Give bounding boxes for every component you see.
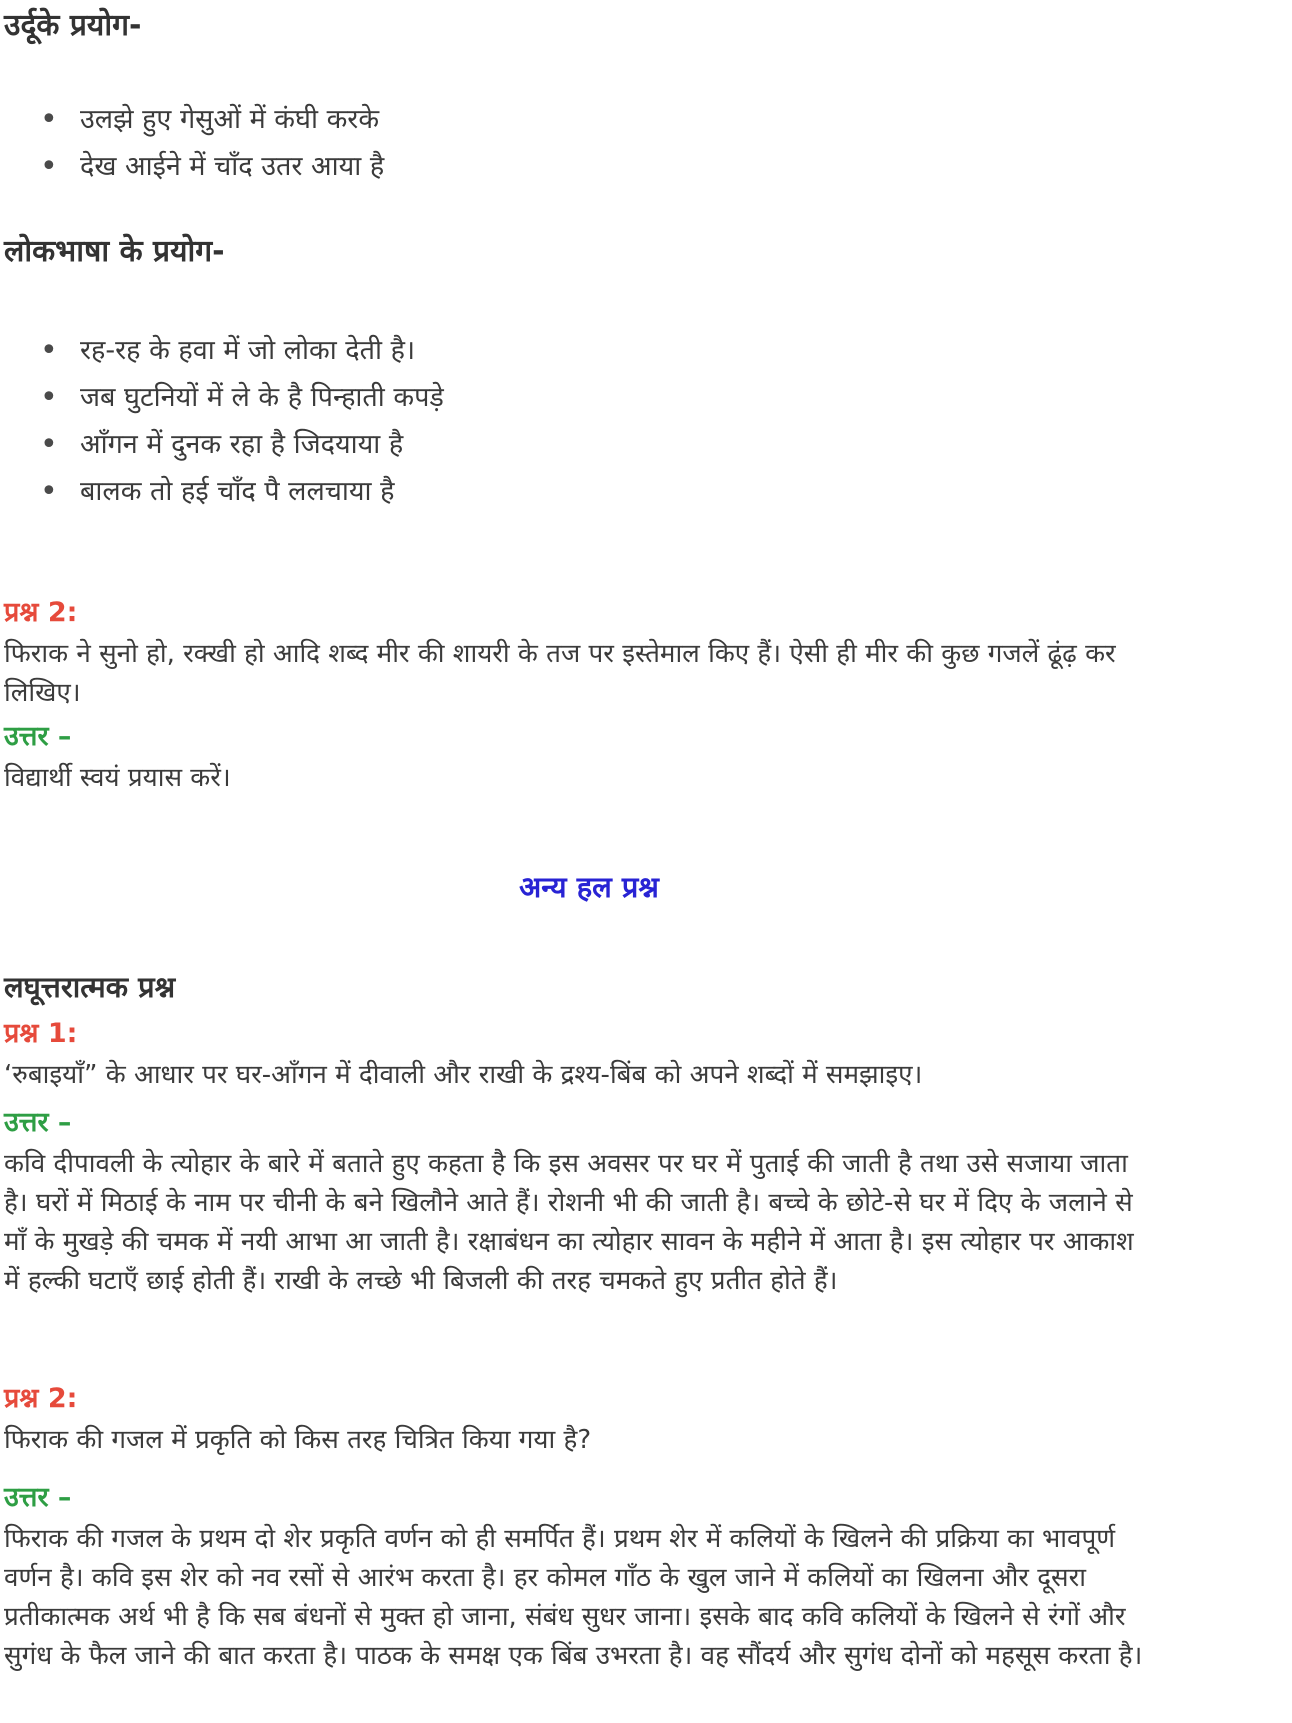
solved-question-1-label: प्रश्न 1: xyxy=(4,1018,78,1049)
heading-urdu-usage: उर्दूके प्रयोग- xyxy=(4,8,142,43)
answer-2-text: विद्यार्थी स्वयं प्रयास करें। xyxy=(4,763,231,793)
answer-label: उत्तर – xyxy=(4,721,72,752)
heading-lokbhasha-usage: लोकभाषा के प्रयोग- xyxy=(4,234,225,269)
solved-question-2-label: प्रश्न 2: xyxy=(4,1383,78,1414)
list-item: • बालक तो हई चाँद पै ललचाया है xyxy=(40,468,1164,515)
heading-other-solved-questions: अन्य हल प्रश्न xyxy=(519,870,659,904)
list-item: • जब घुटनियों में ले के है पिन्हाती कपड़े xyxy=(40,374,1164,421)
list-item: • आँगन में दुनक रहा है जिदयाया है xyxy=(40,421,1164,468)
list-item: • रह-रह के हवा में जो लोका देती है। xyxy=(40,327,1164,374)
lokbhasha-examples-list xyxy=(4,327,1164,515)
solved-answer-1-text: कवि दीपावली के त्योहार के बारे में बताते हुए कहता है कि इस अवसर पर घर में पुताई की जाती है तथा उसे सजाया जाता है। घरों में मिठाई के नाम पर चीनी के बने खिलौने आते हैं। रोशनी भी की जाती है। बच्चे के छोटे-से घर में दिए के जलाने से माँ के मुखड़े की चमक में नयी आभा आ जाती है। रक्षाबंधन का त्योहार सावन के महीने में आता है। इस त्योहार पर आकाश में हल्की घटाएँ छाई होती हैं। राखी के लच्छे भी बिजली की तरह चमकते हुए प्रतीत होते हैं। xyxy=(4,1149,1134,1296)
solved-answer-2-text: फिराक की गजल के प्रथम दो शेर प्रकृति वर्णन को ही समर्पित हैं। प्रथम शेर में कलियों के खिलने की प्रक्रिया का भावपूर्ण वर्णन है। कवि इस शेर को नव रसों से आरंभ करता है। हर कोमल गाँठ के खुल जाने में कलियों का खिलना और दूसरा प्रतीकात्मक अर्थ भी है कि सब बंधनों से मुक्त हो जाना, संबंध सुधर जाना। इसके बाद कवि कलियों के खिलने से रंगों और सुगंध के फैल जाने की बात करता है। पाठक के समक्ष एक बिंब उभरता है। वह सौंदर्य और सुगंध दोनों को महसूस करता है। xyxy=(4,1524,1143,1671)
question-2-label: प्रश्न 2: xyxy=(4,597,78,628)
answer-label: उत्तर – xyxy=(4,1482,72,1513)
answer-label: उत्तर – xyxy=(4,1107,72,1138)
list-item: • देख आईने में चाँद उतर आया है xyxy=(40,143,1164,190)
center-heading-wrap xyxy=(4,868,1174,906)
solved-question-2-text: फिराक की गजल में प्रकृति को किस तरह चित्रित किया गया है? xyxy=(4,1425,592,1455)
solved-question-1-text: ‘रुबाइयाँ” के आधार पर घर-आँगन में दीवाली और राखी के द्रश्य-बिंब को अपने शब्दों में समझाइए। xyxy=(4,1060,923,1090)
heading-short-answer-questions: लघूत्तरात्मक प्रश्न xyxy=(4,970,176,1004)
question-2-text: फिराक ने सुनो हो, रक्खी हो आदि शब्द मीर की शायरी के तज पर इस्तेमाल किए हैं। ऐसी ही मीर की कुछ गजलें ढूंढ़ कर लिखिए। xyxy=(4,639,1116,708)
list-item: • उलझे हुए गेसुओं में कंघी करके xyxy=(40,96,1164,143)
urdu-examples-list xyxy=(4,96,1164,190)
